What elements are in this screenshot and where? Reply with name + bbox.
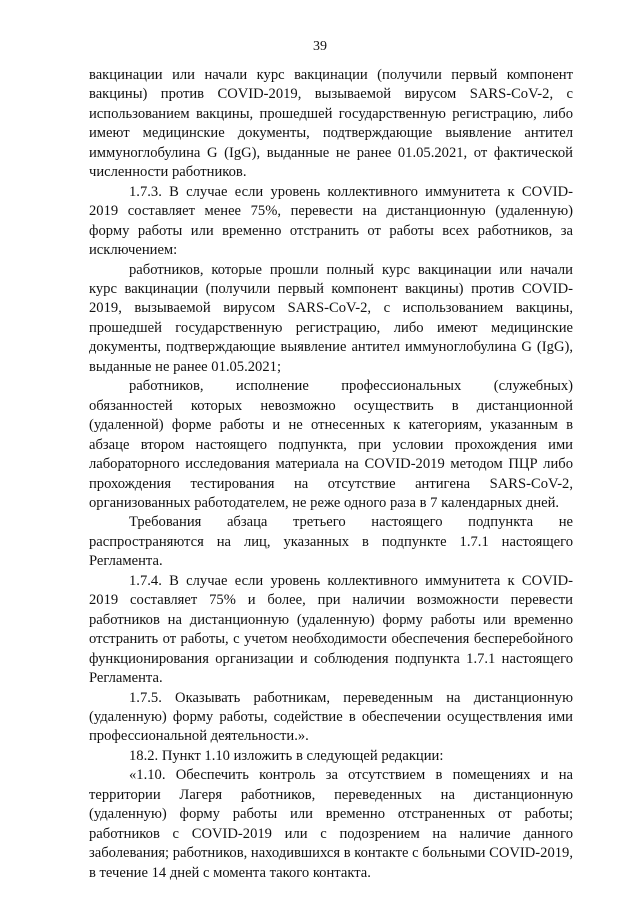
- paragraph-continuation: вакцинации или начали курс вакцинации (получили первый компонент вакцины) против COVID-2019, вызываемой вирусом SARS-CoV-2, с использованием вакцины, прошедшей государственную регистрацию, либо имеют медицинские документы, подтверждающие выявление антител иммуноглобулина G (IgG), выданные не ранее 01.05.2021, от фактической численности работников.: [89, 67, 573, 181]
- paragraph-1-7-4: 1.7.4. В случае если уровень коллективного иммунитета к COVID-2019 составляет 75% и более, при наличии возможности перевести работников на дистанционную (удаленную) форму работы или временно отстранить от работы, с учетом необходимости обеспечения бесперебойного функционирования организации и соблюдения подпункта 1.7.1 настоящего Регламента.: [89, 572, 573, 687]
- paragraph-1-7-5: 1.7.5. Оказывать работникам, переведенным на дистанционную (удаленную) форму работы, содействие в обеспечении осуществления ими профессиональной деятельности.».: [89, 689, 573, 745]
- paragraph-1-10: «1.10. Обеспечить контроль за отсутствием в помещениях и на территории Лагеря работников, переведенных на дистанционную (удаленную) форму работы или временно отстраненных от работы; работников с COVID-2019 или с подозрением на наличие данного заболевания; работников, находившихся в контакте с больными COVID-2019, в течение 14 дней с момента такого контакта.: [89, 767, 573, 881]
- document-body: [89, 66, 573, 883]
- paragraph-1-7-3: 1.7.3. В случае если уровень коллективного иммунитета к COVID-2019 составляет менее 75%, перевести на дистанционную (удаленную) форму работы или временно отстранить от работы всех работников, за исключением:: [89, 183, 573, 259]
- page-number: 39: [313, 39, 327, 54]
- paragraph-essential-workers: работников, исполнение профессиональных (служебных) обязанностей которых невозможно осуществить в дистанционной (удаленной) форме работы и не отнесенных к категориям, указанным в абзаце втором настоящего подпункта, при условии прохождения ими лабораторного исследования материала на COVID-2019 методом ПЦР либо прохождения тестирования на отсутствие антигена SARS-CoV-2, организованных работодателем, не реже одного раза в 7 календарных дней.: [89, 378, 573, 511]
- paragraph-vaccinated-workers: работников, которые прошли полный курс вакцинации или начали курс вакцинации (получили первый компонент вакцины) против COVID-2019, вызываемой вирусом SARS-CoV-2, с использованием вакцины, прошедшей государственную регистрацию, либо имеют медицинские документы, подтверждающие выявление антител иммуноглобулина G (IgG), выданные не ранее 01.05.2021;: [89, 261, 573, 375]
- paragraph-requirements: Требования абзаца третьего настоящего подпункта не распространяются на лиц, указанных в подпункте 1.7.1 настоящего Регламента.: [89, 514, 573, 570]
- paragraph-18-2: 18.2. Пункт 1.10 изложить в следующей редакции:: [129, 747, 444, 764]
